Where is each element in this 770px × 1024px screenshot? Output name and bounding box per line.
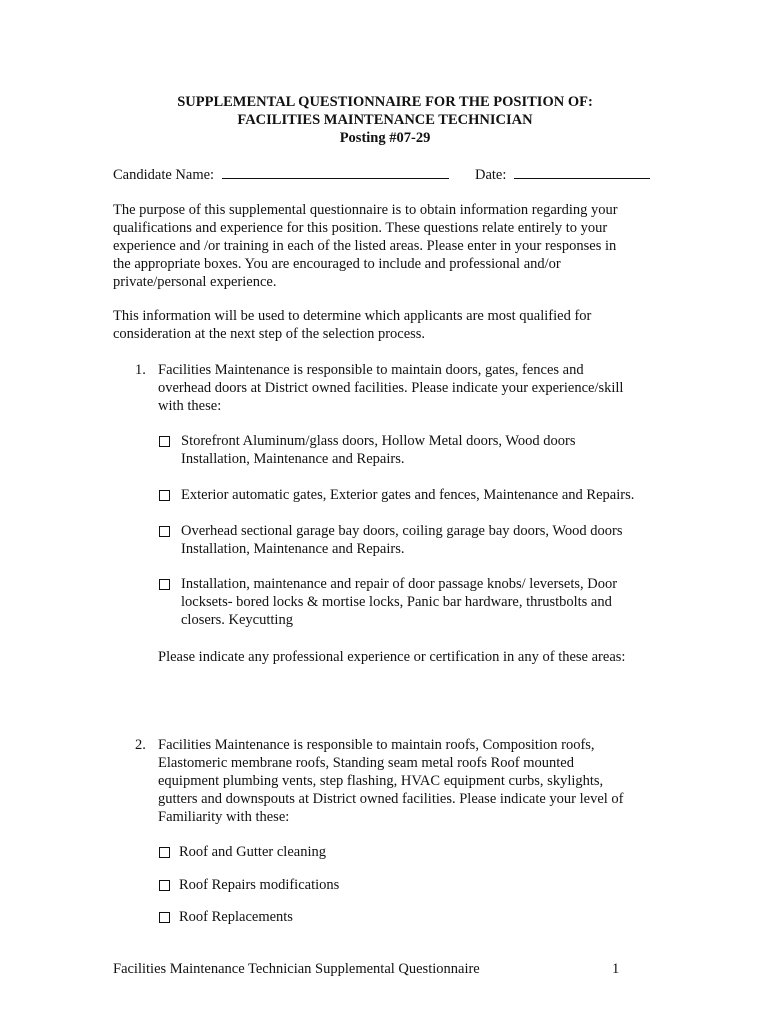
intro-line: The purpose of this supplemental questionnaire is to obtain information regarding your bbox=[113, 202, 618, 218]
title-line-2: FACILITIES MAINTENANCE TECHNICIAN bbox=[237, 112, 533, 128]
purpose-line: This information will be used to determine which applicants are most qualified for bbox=[113, 308, 592, 324]
question-1-number: 1. bbox=[135, 362, 146, 378]
date-label: Date: bbox=[475, 167, 507, 183]
option-overhead-doors bbox=[181, 522, 623, 558]
footer-title: Facilities Maintenance Technician Supplemental Questionnaire bbox=[113, 961, 480, 977]
question-1-text bbox=[158, 361, 623, 415]
intro-line: the appropriate boxes. You are encouraged to include and professional and/or bbox=[113, 256, 561, 272]
option-line: Storefront Aluminum/glass doors, Hollow Metal doors, Wood doors bbox=[181, 433, 576, 449]
checkbox-roof-replacements[interactable] bbox=[159, 912, 170, 923]
option-door-hardware bbox=[181, 575, 617, 629]
intro-line: experience and /or training in each of the listed areas. Please enter in your responses in bbox=[113, 238, 617, 254]
purpose-line: consideration at the next step of the selection process. bbox=[113, 326, 426, 342]
question-2-line: Elastomeric membrane roofs, Standing seam metal roofs Roof mounted bbox=[158, 755, 574, 771]
checkbox-storefront-doors[interactable] bbox=[159, 436, 170, 447]
purpose-paragraph bbox=[113, 307, 673, 343]
option-line: Installation, Maintenance and Repairs. bbox=[181, 541, 405, 557]
date-field[interactable] bbox=[514, 165, 650, 179]
question-1-line: with these: bbox=[158, 398, 222, 414]
page-number: 1 bbox=[612, 961, 620, 977]
option-roof-gutter-cleaning: Roof and Gutter cleaning bbox=[179, 844, 326, 860]
question-1-line: Facilities Maintenance is responsible to maintain doors, gates, fences and bbox=[158, 362, 584, 378]
option-exterior-gates bbox=[181, 486, 634, 504]
candidate-name-field[interactable] bbox=[222, 165, 449, 179]
posting-number: Posting #07-29 bbox=[339, 130, 431, 146]
option-roof-repairs: Roof Repairs modifications bbox=[179, 877, 340, 893]
question-1-line: overhead doors at District owned facilities. Please indicate your experience/skill bbox=[158, 380, 624, 396]
date-row bbox=[475, 165, 650, 184]
intro-line: private/personal experience. bbox=[113, 274, 277, 290]
option-line: Installation, Maintenance and Repairs. bbox=[181, 451, 405, 467]
title-line-1: SUPPLEMENTAL QUESTIONNAIRE FOR THE POSITION OF: bbox=[177, 94, 593, 110]
question-2-number: 2. bbox=[135, 737, 146, 753]
question-2-line: equipment plumbing vents, step flashing, HVAC equipment curbs, skylights, bbox=[158, 773, 604, 789]
checkbox-door-hardware[interactable] bbox=[159, 579, 170, 590]
option-line: closers. Keycutting bbox=[181, 612, 293, 628]
question-2-line: gutters and downspouts at District owned facilities. Please indicate your level of bbox=[158, 791, 624, 807]
checkbox-exterior-gates[interactable] bbox=[159, 490, 170, 501]
option-storefront-doors bbox=[181, 432, 575, 468]
option-line: Exterior automatic gates, Exterior gates and fences, Maintenance and Repairs. bbox=[181, 487, 635, 503]
candidate-name-row bbox=[113, 165, 449, 184]
candidate-name-label: Candidate Name: bbox=[113, 167, 215, 183]
option-line: Installation, maintenance and repair of door passage knobs/ leversets, Door bbox=[181, 576, 618, 592]
question-2-line: Familiarity with these: bbox=[158, 809, 290, 825]
option-line: locksets- bored locks & mortise locks, Panic bar hardware, thrustbolts and bbox=[181, 594, 612, 610]
option-roof-replacements: Roof Replacements bbox=[179, 909, 293, 925]
checkbox-roof-repairs[interactable] bbox=[159, 880, 170, 891]
checkbox-overhead-doors[interactable] bbox=[159, 526, 170, 537]
question-2-text bbox=[158, 736, 624, 826]
question-2-line: Facilities Maintenance is responsible to maintain roofs, Composition roofs, bbox=[158, 737, 595, 753]
checkbox-roof-gutter-cleaning[interactable] bbox=[159, 847, 170, 858]
question-1-followup: Please indicate any professional experience or certification in any of these areas: bbox=[158, 649, 626, 665]
intro-paragraph bbox=[113, 201, 673, 291]
intro-line: qualifications and experience for this position. These questions relate entirely to your bbox=[113, 220, 608, 236]
option-line: Overhead sectional garage bay doors, coiling garage bay doors, Wood doors bbox=[181, 523, 623, 539]
